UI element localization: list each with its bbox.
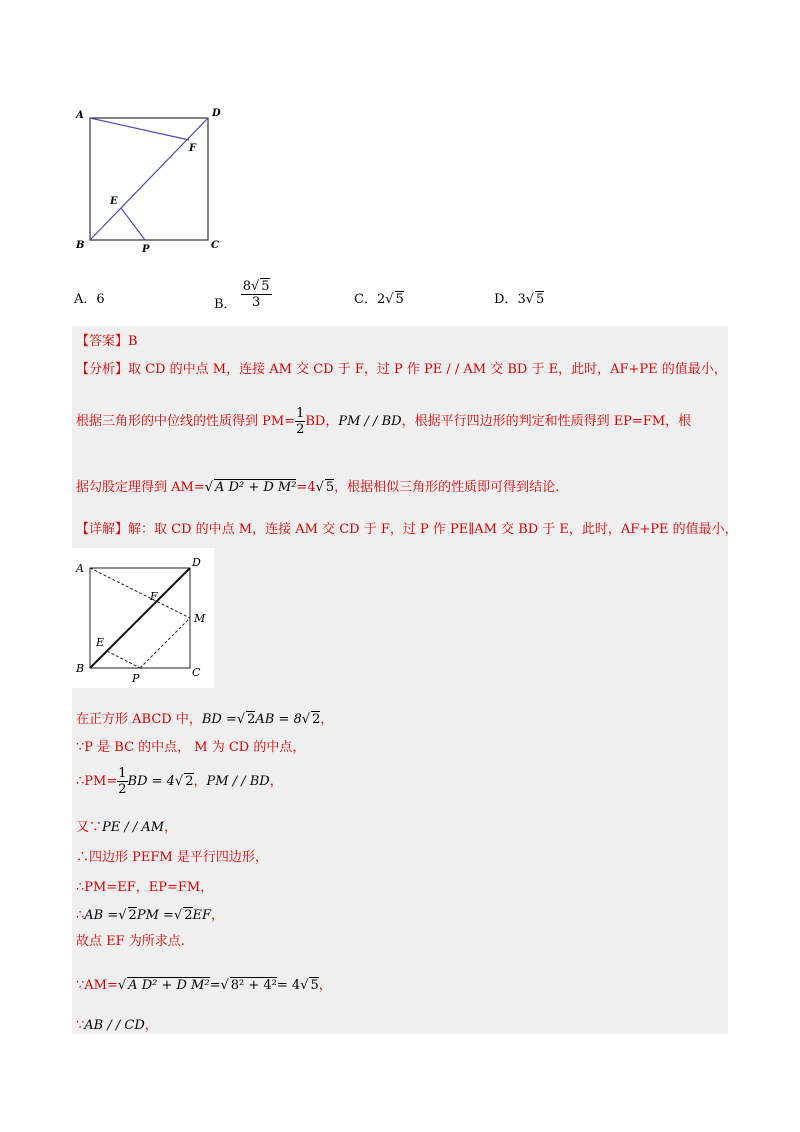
label-b: B bbox=[76, 240, 85, 251]
option-b-fraction: $\frac{8√ 5}{3}$ bbox=[242, 279, 270, 310]
label-f: F bbox=[150, 590, 158, 603]
detail-line-1: 【详解】解：取 CD 的中点 M，连接 AM 交 CD 于 F，过 P 作 PE∥AM 交 BD 于 E，此时，AF+PE 的值最小， bbox=[76, 522, 738, 537]
geometry-figure-2 bbox=[72, 548, 214, 688]
analysis-line-3: 据勾股定理得到 AM=√ A D² + D M²=4√ 5，根据相似三角形的性质即可得到结论. bbox=[76, 480, 560, 495]
step-1: 在正方形 ABCD 中，BD =√ 2AB = 8√ 2， bbox=[76, 712, 334, 727]
analysis-line-1: 【分析】取 CD 的中点 M，连接 AM 交 CD 于 F，过 P 作 PE / / AM 交 BD 于 E，此时，AF+PE 的值最小， bbox=[76, 362, 727, 377]
label-c: C bbox=[211, 240, 219, 251]
step-9: ∵AM=√ A D² + D M²=√ 8² + 4²= 4√ 5， bbox=[76, 978, 332, 993]
step-2: ∵P 是 BC 的中点， M 为 CD 的中点， bbox=[76, 740, 306, 755]
answer-line: 【答案】B bbox=[76, 334, 138, 349]
geometry-figure-1 bbox=[72, 102, 232, 262]
step-4: 又∵PE / / AM， bbox=[76, 820, 178, 835]
option-c: C．2√ 5 bbox=[354, 292, 404, 307]
step-10: ∵AB / / CD， bbox=[76, 1018, 158, 1033]
option-d: D．3√ 5 bbox=[494, 292, 545, 307]
step-3: ∴PM= $\frac{1}{2}BD = 4√$ 2，PM / / BD， bbox=[76, 766, 283, 797]
label-p: P bbox=[142, 244, 150, 255]
label-a: A bbox=[76, 562, 84, 575]
step-5: ∴四边形 PEFM 是平行四边形， bbox=[76, 850, 268, 865]
label-p: P bbox=[132, 672, 140, 685]
analysis-line-2: 根据三角形的中位线的性质得到 PM= $\frac{1}{2}BD$，PM / / BD，根据平行四边形的判定和性质得到 EP=FM，根 bbox=[76, 406, 692, 437]
option-b: B． $\frac{8√ 5}{3}$ bbox=[214, 279, 270, 312]
option-a: A．6 bbox=[74, 292, 105, 307]
label-e: E bbox=[96, 636, 105, 649]
label-d: D bbox=[212, 108, 221, 119]
step-6: ∴PM=EF，EP=FM， bbox=[76, 880, 214, 895]
label-e: E bbox=[110, 196, 118, 207]
label-f: F bbox=[189, 143, 197, 154]
label-a: A bbox=[76, 110, 84, 121]
label-c: C bbox=[192, 666, 201, 679]
step-8: 故点 EF 为所求点. bbox=[76, 934, 185, 949]
label-m: M bbox=[194, 612, 206, 625]
label-b: B bbox=[76, 662, 85, 675]
step-7: ∴AB =√ 2PM =√ 2EF， bbox=[76, 908, 225, 923]
answer-options bbox=[74, 278, 694, 318]
label-d: D bbox=[192, 556, 201, 569]
